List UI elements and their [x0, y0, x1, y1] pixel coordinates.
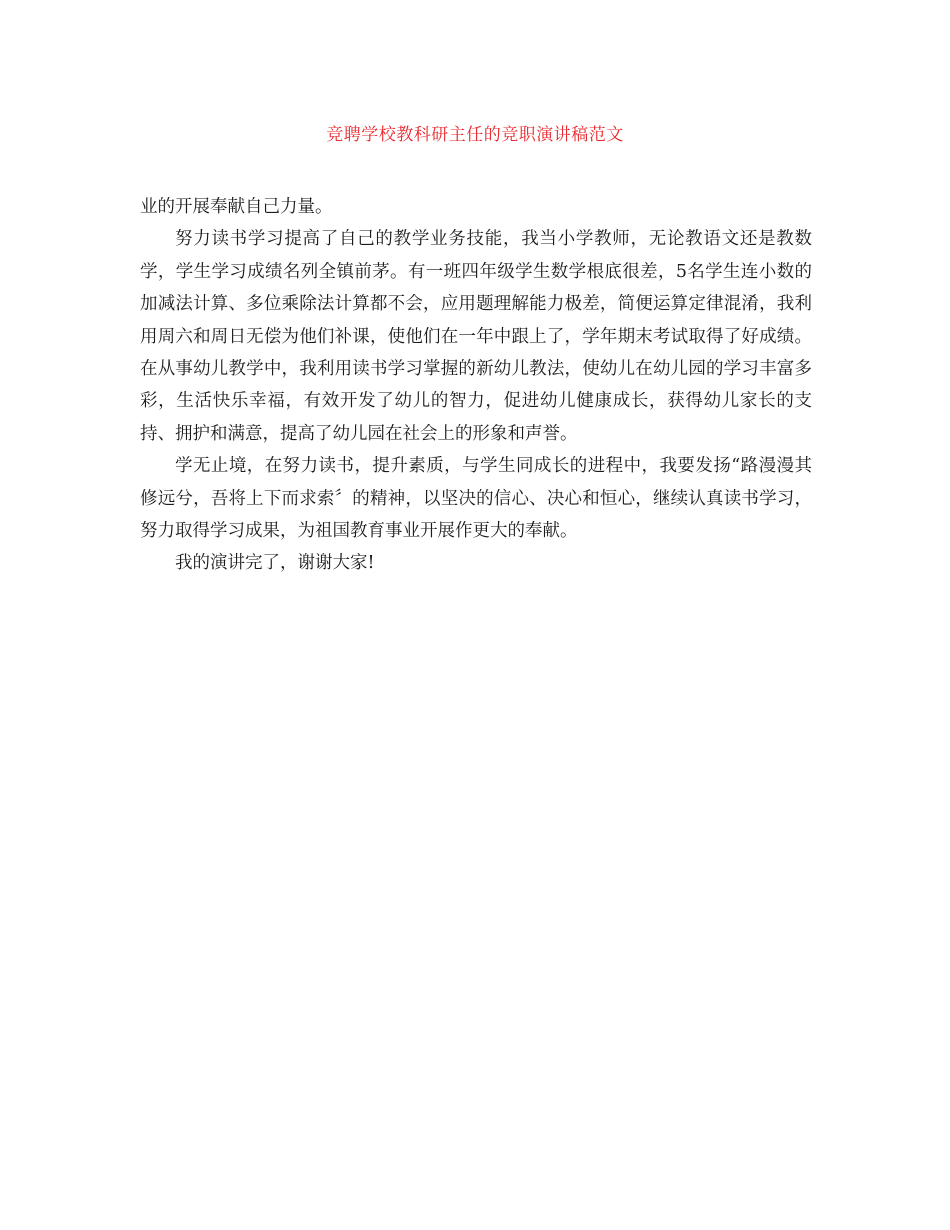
paragraph-reading-study: 努力读书学习提高了自己的教学业务技能，我当小学教师，无论教语文还是教数学，学生学习成绩名列全镇前茅。有一班四年级学生数学根底很差，5名学生连小数的加减法计算、多位乘除法计算都不会，应用题理解能力极差，简便运算定律混淆，我利用周六和周日无偿为他们补课，使他们在一年中跟上了，学年期末考试取得了好成绩。在从事幼儿教学中，我利用读书学习掌握的新幼儿教法，使幼儿在幼儿园的学习丰富多彩，生活快乐幸福，有效开发了幼儿的智力，促进幼儿健康成长，获得幼儿家长的支持、拥护和满意，提高了幼儿园在社会上的形象和声誉。	[140, 229, 812, 444]
paragraph-continuation: 业的开展奉献自己力量。	[140, 197, 333, 217]
document-body	[140, 191, 812, 580]
paragraph-closing: 我的演讲完了，谢谢大家!	[175, 553, 375, 574]
document-title: 竞聘学校教科研主任的竞职演讲稿范文	[326, 125, 624, 145]
paragraph-endless-learning: 学无止境，在努力读书，提升素质，与学生同成长的进程中，我要发扬“路漫漫其修远兮，吾将上下而求索〞的精神，以坚决的信心、决心和恒心，继续认真读书学习，努力取得学习成果，为祖国教育事业开展作更大的奉献。	[140, 456, 812, 542]
